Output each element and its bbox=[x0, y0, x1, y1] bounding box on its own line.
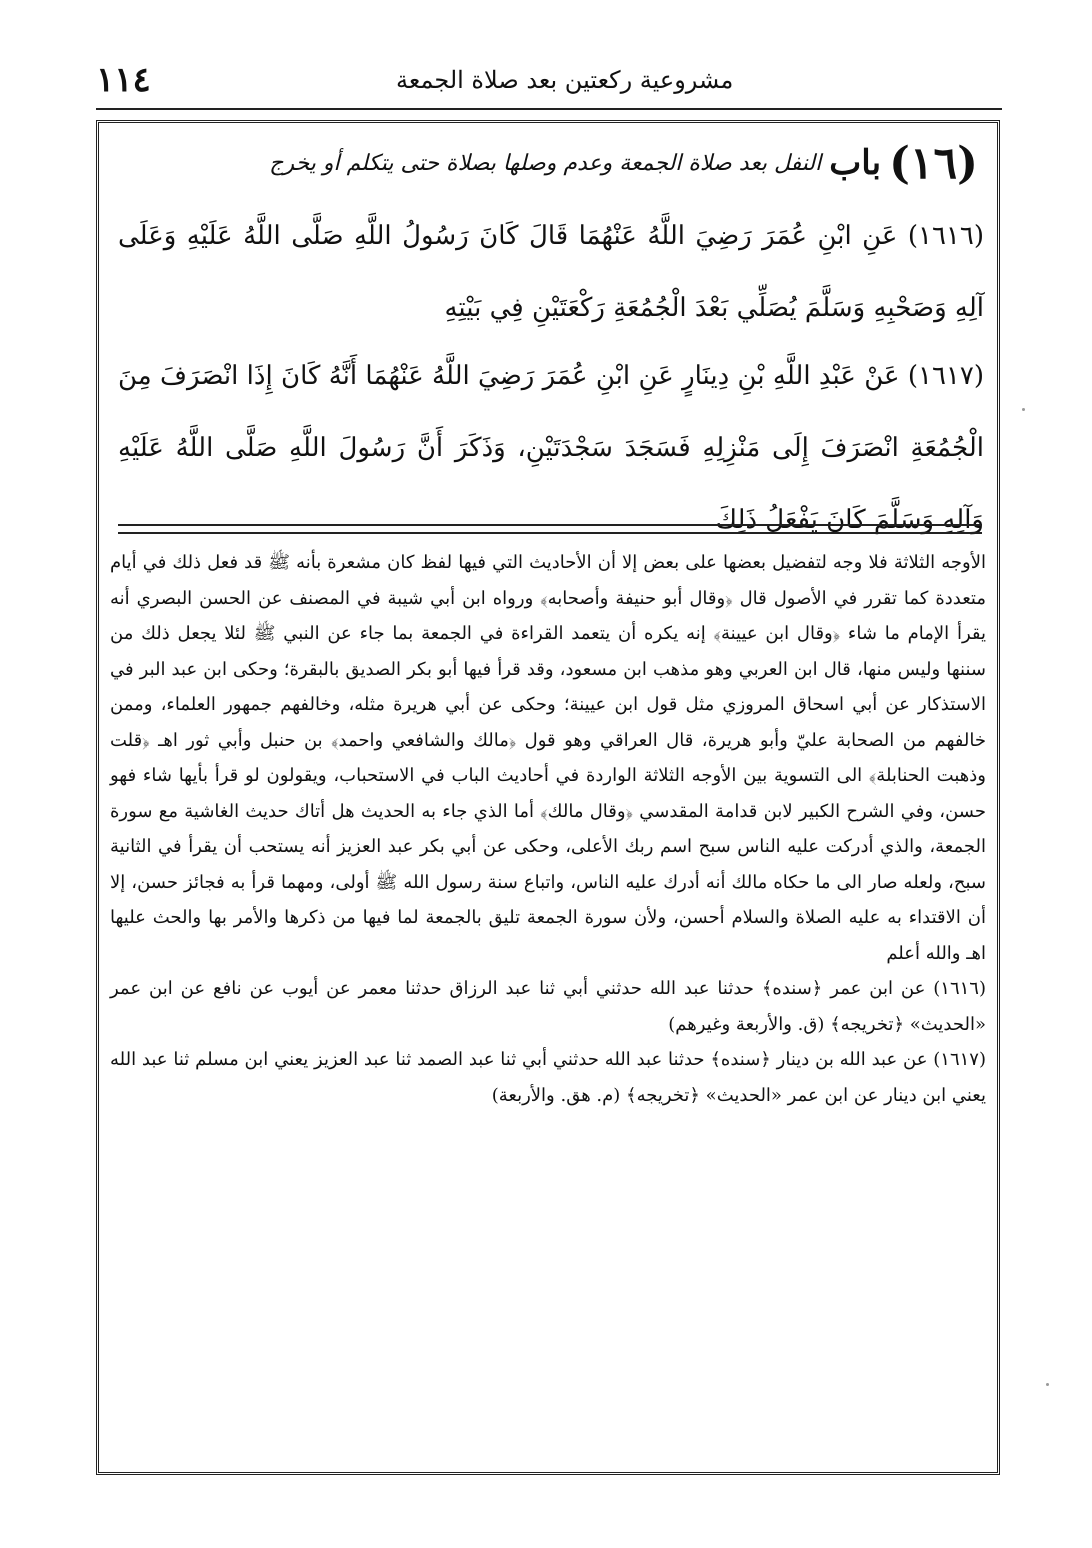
commentary-paragraph: (١٦١٧) عن عبد الله بن دينار ﴿سنده﴾ حدثنا عبد الله حدثني أبي ثنا عبد الصمد ثنا عبد العزيز يعني ابن مسلم ثنا عبد الله يعني ابن دينار عن ابن عمر «الحديث» ﴿تخريجه﴾ (م. هق. والأربعة) bbox=[110, 1049, 986, 1106]
page-header bbox=[96, 60, 1006, 100]
page-number: ١١٤ bbox=[96, 60, 151, 100]
hadith-1616: (١٦١٦) عَنِ ابْنِ عُمَرَ رَضِيَ اللَّهُ عَنْهُمَا قَالَ كَانَ رَسُولُ اللَّهِ صَلَّى اللَّهُ عَلَيْهِ وَعَلَى آلِهِ وَصَحْبِهِ وَسَلَّمَ يُصَلِّي بَعْدَ الْجُمُعَةِ رَكْعَتَيْنِ فِي بَيْتِهِ bbox=[118, 221, 984, 323]
chapter-title: النفل بعد صلاة الجمعة وعدم وصلها بصلاة حتى يتكلم أو يخرج bbox=[269, 150, 822, 176]
chapter-number: (١٦) bbox=[889, 137, 978, 189]
hadith-1617: (١٦١٧) عَنْ عَبْدِ اللَّهِ بْنِ دِينَارٍ عَنِ ابْنِ عُمَرَ رَضِيَ اللَّهُ عَنْهُمَا أَنَّهُ كَانَ إِذَا انْصَرَفَ مِنَ الْجُمُعَةِ انْصَرَفَ إِلَى مَنْزِلِهِ فَسَجَدَ سَجْدَتَيْنِ، وَذَكَرَ أَنَّ رَسُولَ اللَّهِ صَلَّى اللَّهُ عَلَيْهِ وَآلِهِ وَسَلَّمَ كَانَ يَفْعَلُ ذَلِكَ bbox=[118, 361, 984, 535]
commentary-paragraph: (١٦١٦) عن ابن عمر ﴿سنده﴾ حدثنا عبد الله حدثني أبي ثنا عبد الرزاق حدثنا معمر عن أيوب عن نافع عن ابن عمر «الحديث» ﴿تخريجه﴾ (ق. والأربعة وغيرهم) bbox=[110, 978, 986, 1035]
commentary-paragraph: الأوجه الثلاثة فلا وجه لتفضيل بعضها على بعض إلا أن الأحاديث التي فيها لفظ كان مشعرة بأنه ﷺ قد فعل ذلك في أيام متعددة كما تقرر في الأصول قال ﴿وقال أبو حنيفة وأصحابه﴾ ورواه ابن أبي شيبة في المصنف عن الحسن البصري أنه يقرأ الإمام ما شاء ﴿وقال ابن عيينة﴾ إنه يكره أن يتعمد القراءة في الجمعة بما جاء عن النبي ﷺ لئلا يجعل ذلك من سننها وليس منها، قال ابن العربي وهو مذهب ابن مسعود، وقد قرأ فيها أبو بكر الصديق بالبقرة؛ وحكى ابن عبد البر في الاستذكار عن أبي اسحاق المروزي مثل قول ابن عيينة؛ وحكى عن أبي هريرة مثله، وخالفهم جمهور العلماء، وممن خالفهم من الصحابة عليّ وأبو هريرة، قال العراقي وهو قول ﴿مالك والشافعي واحمد﴾ بن حنبل وأبي ثور اهـ ﴿قلت وذهبت الحنابلة﴾ الى التسوية بين الأوجه الثلاثة الواردة في أحاديث الباب في الاستحباب، ويقولون لو قرأ بأيها شاء فهو حسن، وفي الشرح الكبير لابن قدامة المقدسي ﴿وقال مالك﴾ أما الذي جاء به الحديث هل أتاك حديث الغاشية مع سورة الجمعة، والذي أدركت عليه الناس سبح اسم ربك الأعلى، وحكى عن أبي بكر عبد العزيز أنه يستحب أن يقرأ في الثانية سبح، ولعله صار الى ما حكاه مالك أنه أدرك عليه الناس، واتباع سنة رسول الله ﷺ أولى، ومهما قرأ به فجائز حسن، إلا أن الاقتداء به عليه الصلاة والسلام أحسن، ولأن سورة الجمعة تليق بالجمعة لما فيها من ذكرها والأمر بها والحث عليها اهـ والله أعلم bbox=[110, 552, 986, 964]
scan-speck bbox=[1022, 408, 1025, 411]
scan-speck bbox=[1046, 1383, 1049, 1386]
section-divider bbox=[118, 524, 982, 534]
running-title: مشروعية ركعتين بعد صلاة الجمعة bbox=[396, 66, 734, 94]
commentary bbox=[110, 545, 986, 1113]
header-rule bbox=[96, 108, 1002, 110]
chapter-word: باب bbox=[829, 143, 882, 183]
chapter-heading bbox=[118, 132, 978, 194]
